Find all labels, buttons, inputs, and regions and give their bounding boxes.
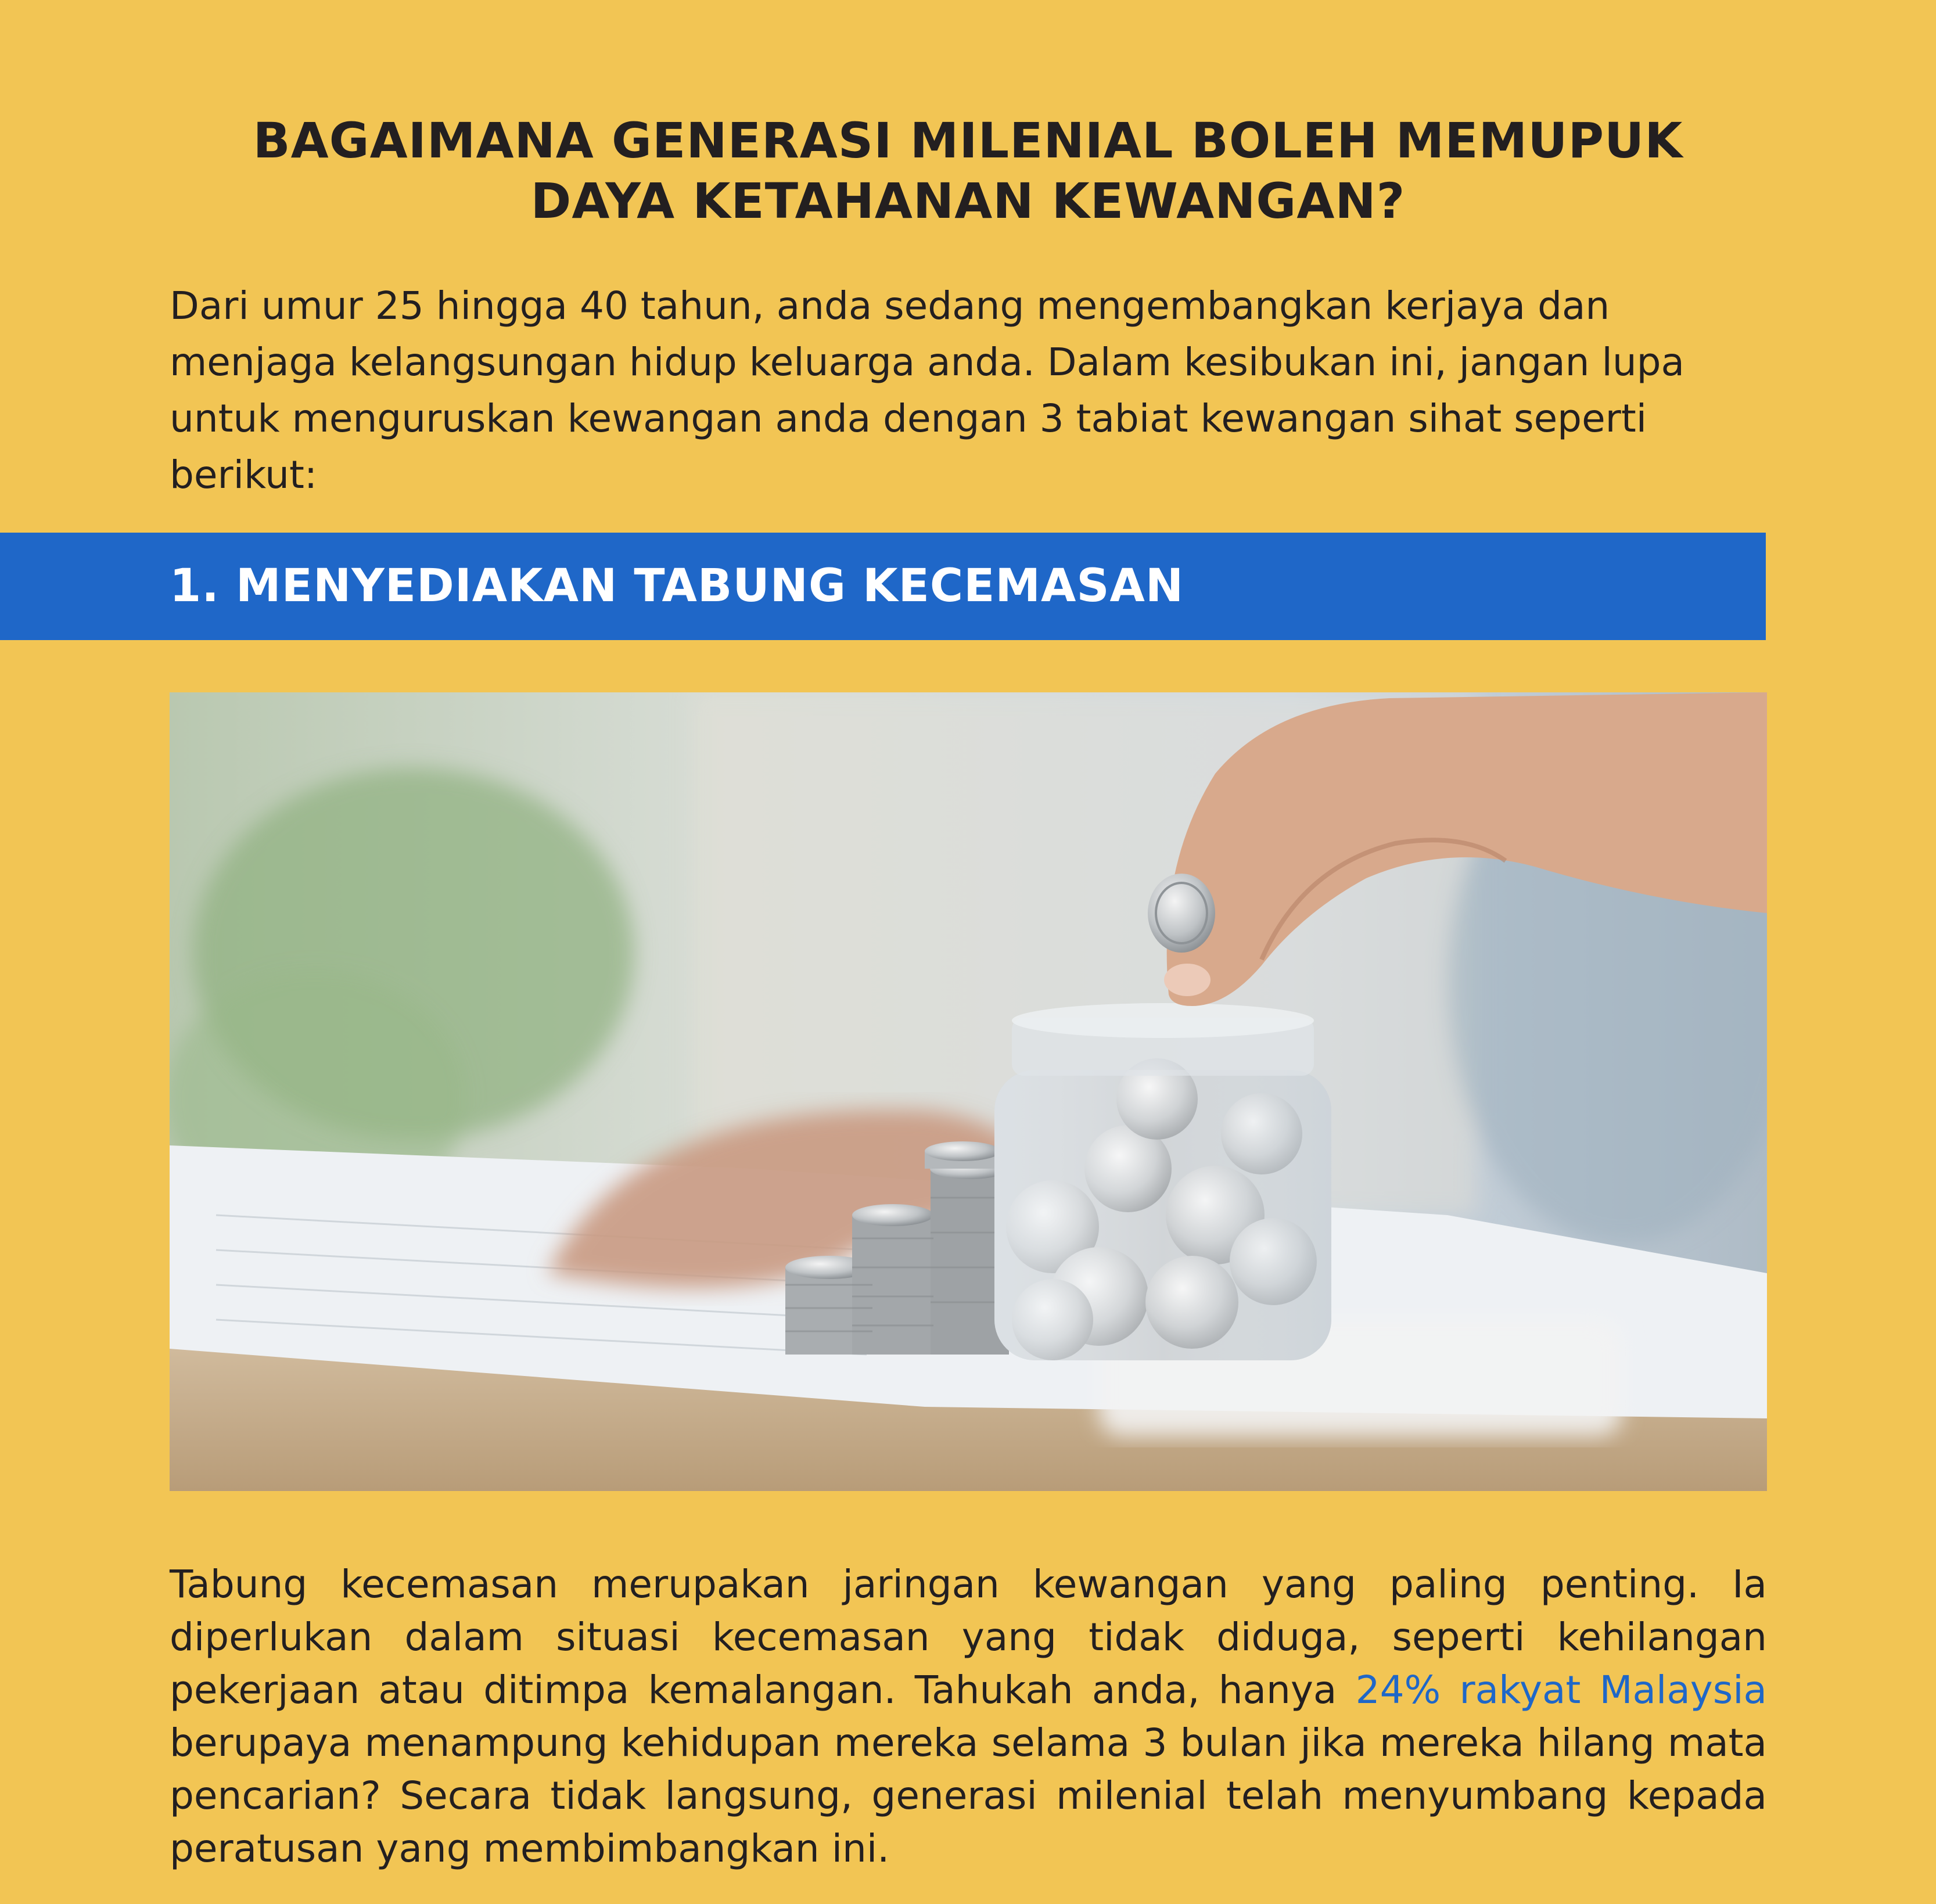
statistic-link[interactable]: 24% rakyat Malaysia xyxy=(1355,1668,1767,1712)
section-header-bar xyxy=(0,533,1766,640)
section-body-part-1: Tabung kecemasan merupakan jaringan kewangan yang paling penting. Ia diperlukan dalam situasi kecemasan yang tidak diduga, seperti kehilangan pekerjaan atau ditimpa kemalangan. Tahukah anda, hanya xyxy=(170,1562,1767,1712)
intro-paragraph: Dari umur 25 hingga 40 tahun, anda sedang mengembangkan kerjaya dan menjaga kelangsungan hidup keluarga anda. Dalam kesibukan ini, jangan lupa untuk menguruskan kewangan anda dengan 3 tabiat kewangan sihat seperti berikut: xyxy=(170,283,1684,497)
section-heading: 1. MENYEDIAKAN TABUNG KECEMASAN xyxy=(170,560,1184,612)
page-title-line-2: DAYA KETAHANAN KEWANGAN? xyxy=(530,173,1406,229)
section-body xyxy=(170,1558,1767,1875)
page-title-line-1: BAGAIMANA GENERASI MILENIAL BOLEH MEMUPUK xyxy=(253,112,1683,169)
page-title xyxy=(0,110,1936,231)
coin-jar-photo xyxy=(170,692,1767,1491)
section-body-part-2: berupaya menampung kehidupan mereka selama 3 bulan jika mereka hilang mata pencarian? Secara tidak langsung, generasi milenial telah menyumbang kepada peratusan yang membimbangkan ini. xyxy=(170,1720,1767,1871)
